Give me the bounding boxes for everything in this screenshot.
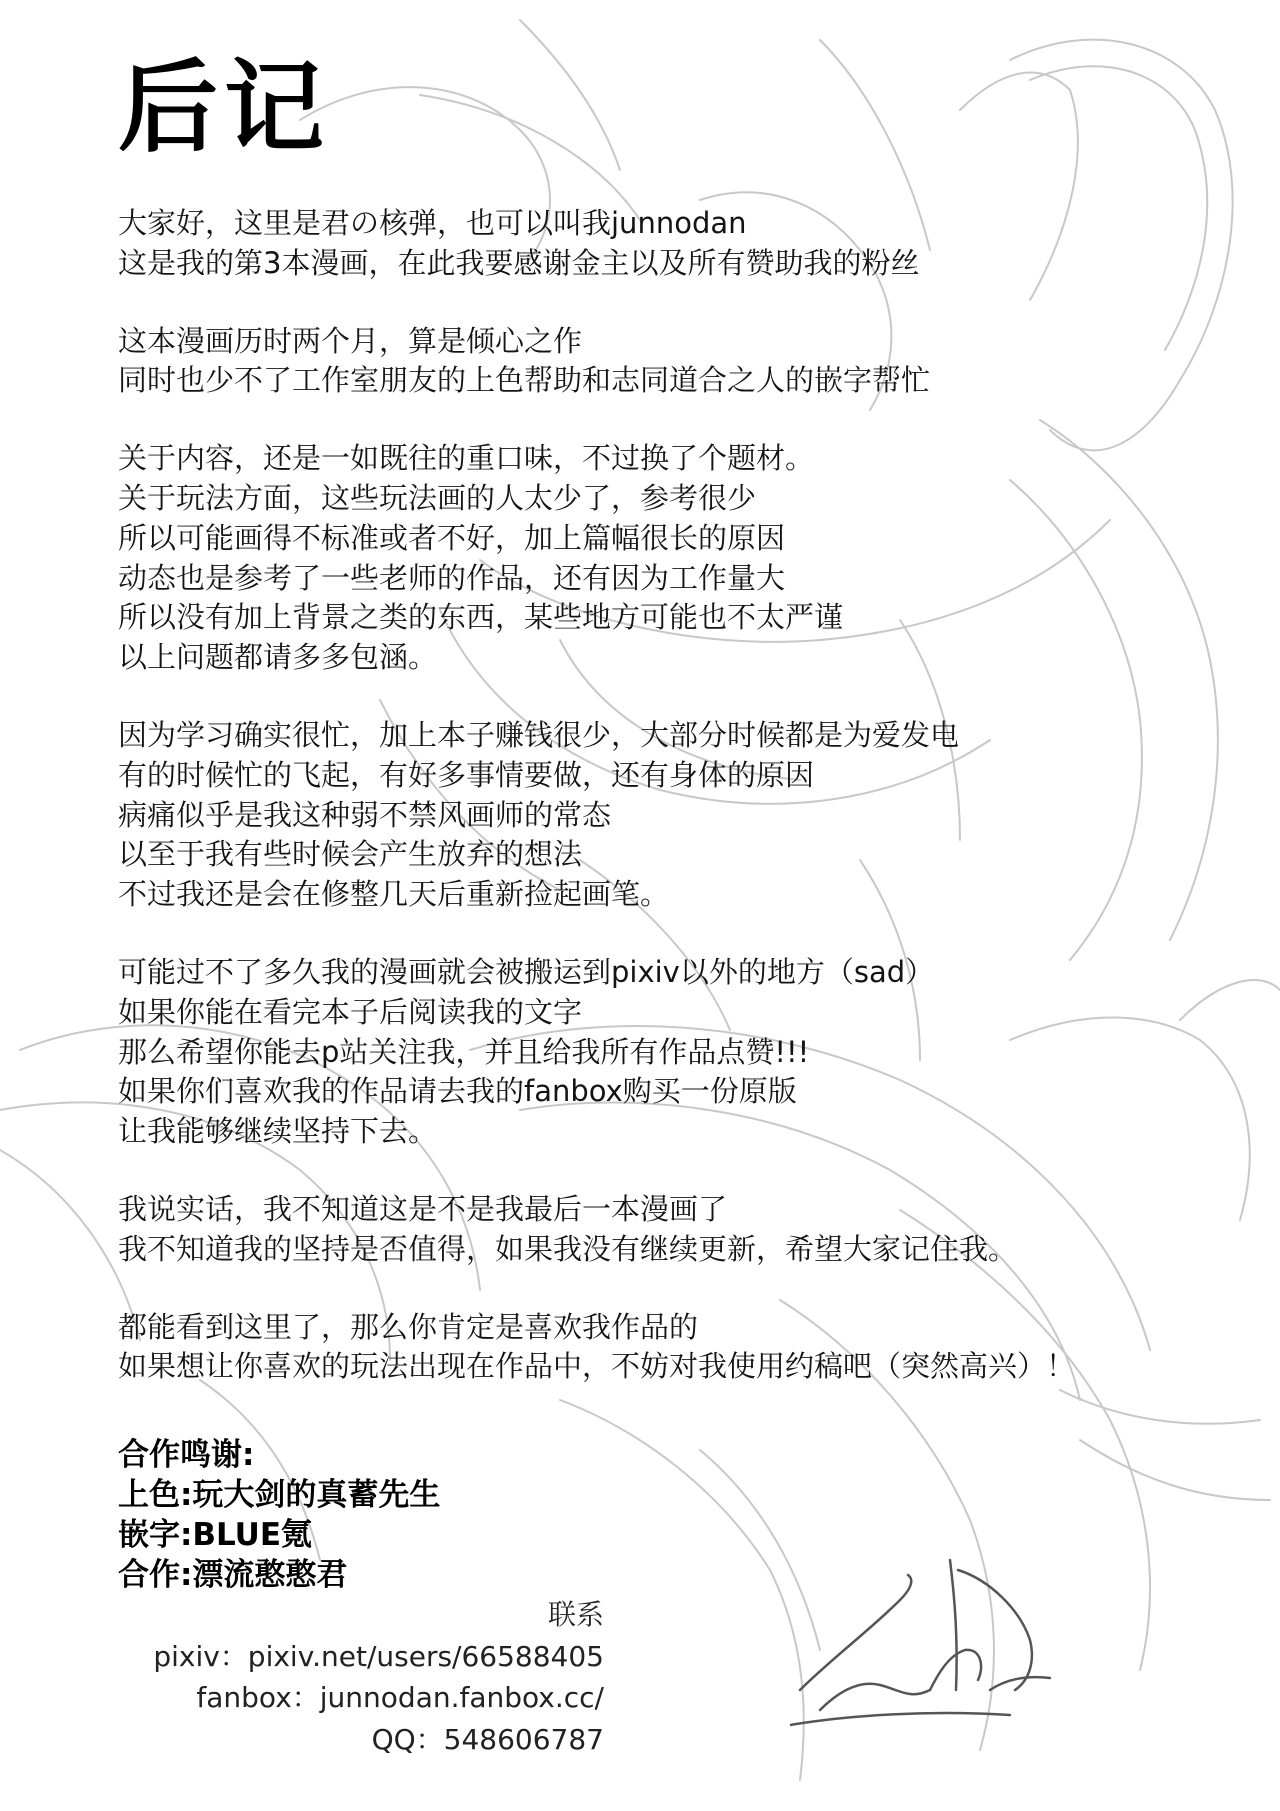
text-line: 所以没有加上背景之类的东西，某些地方可能也不太严谨: [118, 600, 844, 635]
text-line: 所以可能画得不标准或者不好，加上篇幅很长的原因: [118, 520, 786, 555]
text-line: 都能看到这里了，那么你肯定是喜欢我作品的: [118, 1309, 699, 1344]
credit-collab: 合作:漂流憨憨君: [118, 1557, 348, 1593]
text-line: 如果你们喜欢我的作品请去我的fanbox购买一份原版: [118, 1074, 797, 1109]
credit-coloring: 上色:玩大剑的真蓄先生: [118, 1477, 441, 1513]
afterword-body: [118, 204, 1248, 1425]
contact-qq: QQ：548606787: [371, 1722, 604, 1756]
paragraph-content: [118, 439, 1248, 678]
text-line: 这是我的第3本漫画，在此我要感谢金主以及所有赞助我的粉丝: [118, 245, 920, 280]
text-line: 同时也少不了工作室朋友的上色帮助和志同道合之人的嵌字帮忙: [118, 363, 931, 398]
paragraph-support: [118, 953, 1248, 1152]
credits-block: [118, 1435, 440, 1595]
artist-signature: [790, 1540, 1070, 1740]
paragraph-production: [118, 322, 1248, 402]
contact-fanbox: fanbox：junnodan.fanbox.cc/: [196, 1681, 604, 1714]
text-line: 大家好，这里是君の核弹，也可以叫我junnodan: [118, 206, 747, 240]
paragraph-life: [118, 716, 1248, 915]
contact-block: [153, 1594, 604, 1760]
paragraph-commission: [118, 1308, 1248, 1388]
text-line: 不过我还是会在修整几天后重新捡起画笔。: [118, 877, 670, 912]
text-line: 病痛似乎是我这种弱不禁风画师的常态: [118, 797, 612, 832]
text-line: 因为学习确实很忙，加上本子赚钱很少，大部分时候都是为爱发电: [118, 717, 960, 752]
text-line: 我说实话，我不知道这是不是我最后一本漫画了: [118, 1191, 728, 1226]
text-line: 我不知道我的坚持是否值得，如果我没有继续更新，希望大家记住我。: [118, 1231, 1018, 1266]
paragraph-honest: [118, 1190, 1248, 1270]
text-line: 让我能够继续坚持下去。: [118, 1114, 438, 1149]
text-line: 关于玩法方面，这些玩法画的人太少了，参考很少: [118, 480, 757, 515]
text-line: 以至于我有些时候会产生放弃的想法: [118, 837, 583, 872]
text-line: 关于内容，还是一如既往的重口味，不过换了个题材。: [118, 441, 815, 476]
text-line: 有的时候忙的飞起，有好多事情要做，还有身体的原因: [118, 757, 815, 792]
text-line: 这本漫画历时两个月，算是倾心之作: [118, 323, 583, 358]
contact-heading: 联系: [547, 1598, 604, 1631]
text-line: 如果你能在看完本子后阅读我的文字: [118, 994, 583, 1029]
credit-lettering: 嵌字:BLUE氪: [118, 1517, 313, 1553]
paragraph-greeting: [118, 204, 1248, 284]
contact-pixiv: pixiv：pixiv.net/users/66588405: [153, 1639, 604, 1673]
text-line: 那么希望你能去p站关注我，并且给我所有作品点赞!!!: [118, 1034, 810, 1069]
page-title: 后记: [118, 49, 330, 166]
text-line: 可能过不了多久我的漫画就会被搬运到pixiv以外的地方（sad）: [118, 954, 935, 989]
text-line: 动态也是参考了一些老师的作品，还有因为工作量大: [118, 560, 786, 595]
text-line: 以上问题都请多多包涵。: [118, 640, 438, 675]
text-line: 如果想让你喜欢的玩法出现在作品中，不妨对我使用约稿吧（突然高兴）！: [118, 1349, 1076, 1384]
credits-heading: 合作鸣谢:: [118, 1437, 255, 1473]
